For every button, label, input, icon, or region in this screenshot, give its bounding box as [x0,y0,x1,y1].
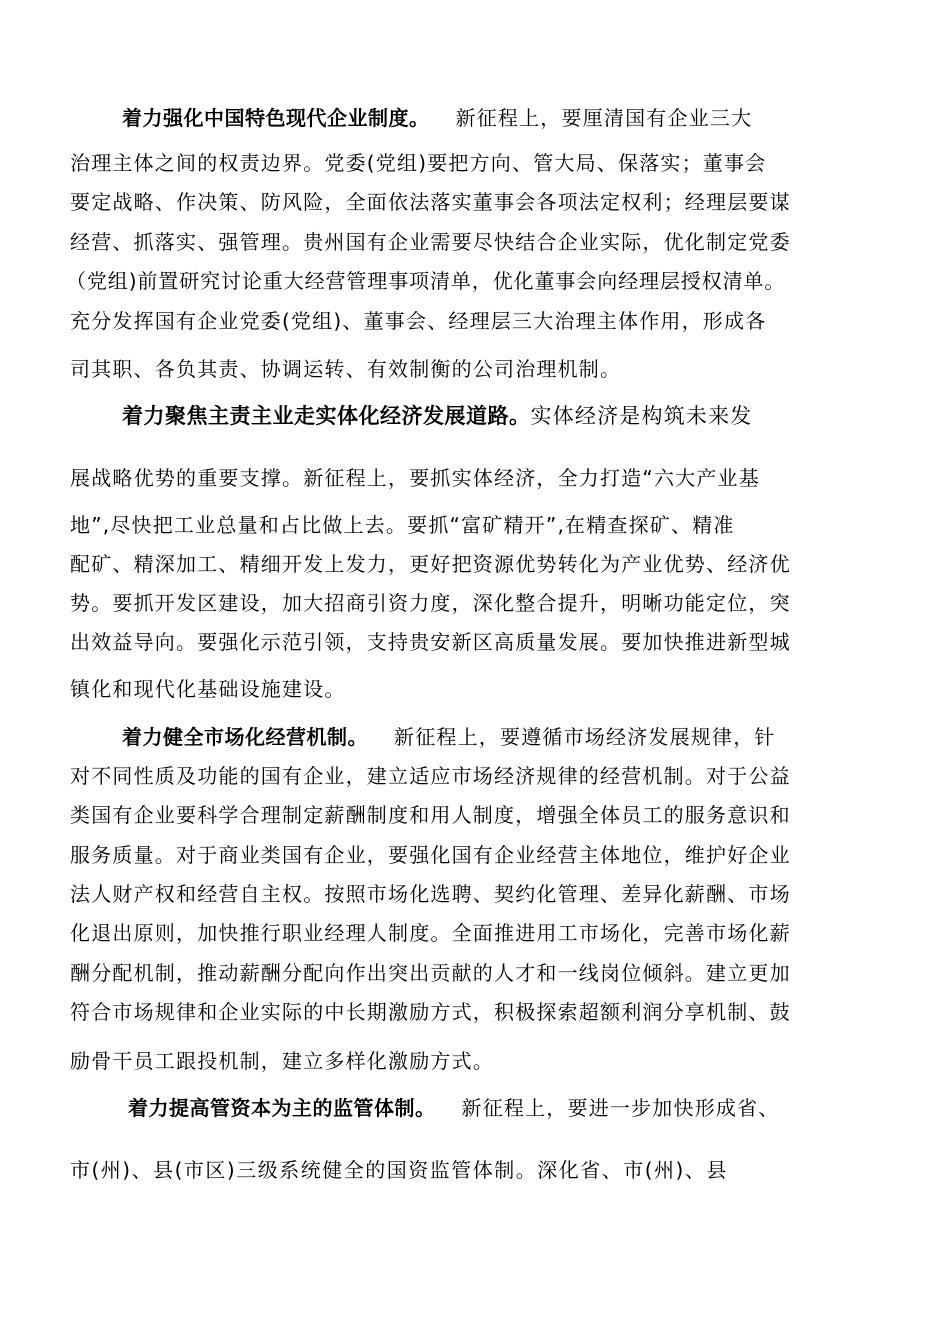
paragraph-4-text: 新征程上，要进一步加快形成省、 [461,1096,780,1120]
text-line: 展战略优势的重要支撑。新征程上，要抓实体经济，全力打造“六大产业基 [70,466,760,490]
text-line: （党组)前置研究讨论重大经营管理事项清单，优化董事会向经理层授权清单。 [66,269,786,293]
text-line: 对不同性质及功能的国有企业，建立适应市场经济规律的经营机制。对于公益 [70,764,791,788]
text-line: 法人财产权和经营自主权。按照市场化选聘、契约化管理、差异化薪酬、市场 [70,882,791,906]
text-line: 市(州)、县(市区)三级系统健全的国资监管体制。深化省、市(州)、县 [70,1158,728,1182]
paragraph-2-heading: 着力聚焦主责主业走实体化经济发展道路。 [122,404,531,428]
text-line: 经营、抓落实、强管理。贵州国有企业需要尽快结合企业实际，优化制定党委 [70,230,791,254]
paragraph-1-text: 新征程上，要厘清国有企业三大 [455,106,753,130]
paragraph-3-heading: 着力健全市场化经营机制。 [122,725,368,749]
paragraph-1-line-1 [122,106,752,130]
text-line: 酬分配机制，推动薪酬分配向作出突出贡献的人才和一线岗位倾斜。建立更加 [70,961,791,985]
text-line: 配矿、精深加工、精细开发上发力，更好把资源优势转化为产业优势、经济优 [70,552,791,576]
paragraph-4-line-1 [128,1096,780,1120]
paragraph-3-line-1 [122,725,776,749]
text-line: 司其职、各负其责、协调运转、有效制衡的公司治理机制。 [70,357,622,381]
text-line: 服务质量。对于商业类国有企业，要强化国有企业经营主体地位，维护好企业 [70,843,791,867]
text-line: 治理主体之间的权责边界。党委(党组)要把方向、管大局、保落实；董事会 [70,151,767,175]
text-line: 出效益导向。要强化示范引领，支持贵安新区高质量发展。要加快推进新型城 [70,630,791,654]
text-line: 要定战略、作决策、防风险，全面依法落实董事会各项法定权利；经理层要谋 [70,190,791,214]
paragraph-4-heading: 着力提高管资本为主的监管体制。 [128,1096,436,1120]
paragraph-3-text: 新征程上，要遵循市场经济发展规律，针 [394,725,776,749]
text-line: 镇化和现代化基础设施建设。 [70,677,346,701]
text-line: 类国有企业要科学合理制定薪酬制度和用人制度，增强全体员工的服务意识和 [70,803,791,827]
paragraph-2-line-1 [122,404,753,428]
text-line: 励骨干员工跟投机制，建立多样化激励方式。 [70,1049,494,1073]
paragraph-1-heading: 着力强化中国特色现代企业制度。 [122,106,430,130]
text-line: 充分发挥国有企业党委(党组)、董事会、经理层三大治理主体作用，形成各 [70,309,767,333]
paragraph-2-text: 实体经济是构筑未来发 [530,404,753,428]
text-line: 地”,尽快把工业总量和占比做上去。要抓“富矿精开”,在精查探矿、精准 [70,513,735,537]
text-line: 势。要抓开发区建设，加大招商引资力度，深化整合提升，明晰功能定位，突 [70,591,791,615]
text-line: 符合市场规律和企业实际的中长期激励方式，积极探索超额利润分享机制、鼓 [70,1000,791,1024]
text-line: 化退出原则，加快推行职业经理人制度。全面推进用工市场化，完善市场化薪 [70,921,791,945]
